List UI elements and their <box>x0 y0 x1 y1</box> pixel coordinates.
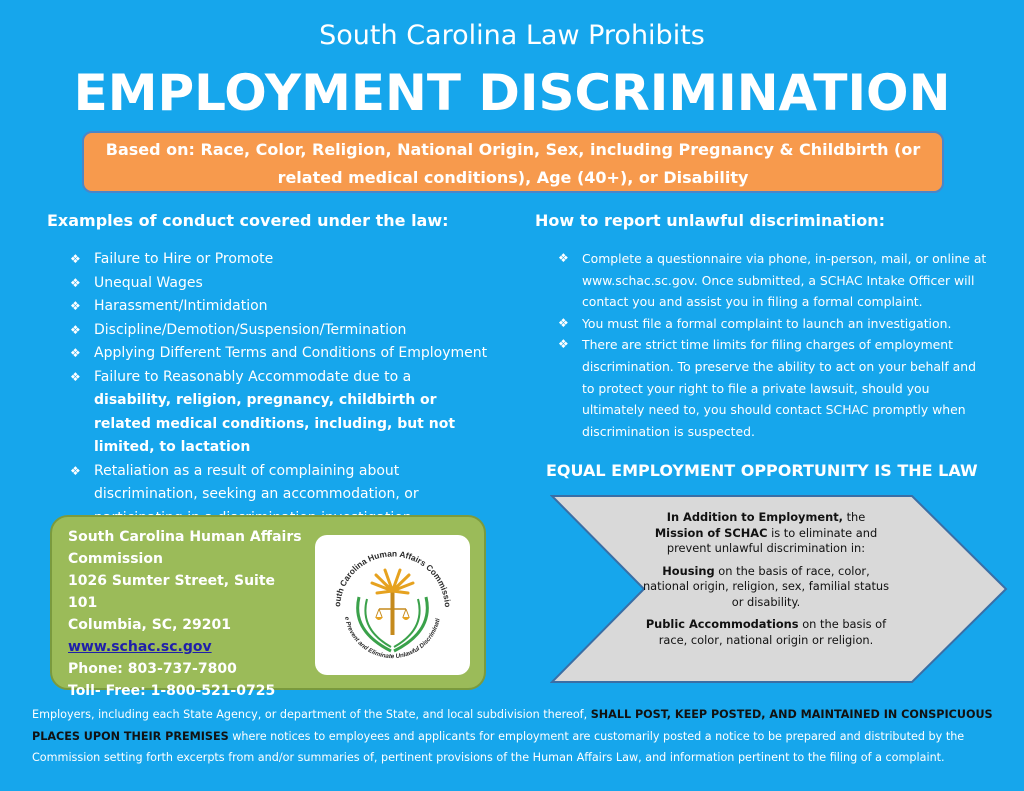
mission-text <box>642 510 890 655</box>
list-item: ❖ Retaliation as a result of complaining about discrimination, seeking an accommodation, or <box>70 460 490 531</box>
svg-text:We Prevent and Eliminate Unlaw: e Prevent and Eliminate Unlawful Discriminati <box>342 616 442 661</box>
diamond-bullet-icon: ❖ <box>70 252 81 266</box>
diamond-bullet-icon: ❖ <box>70 369 81 384</box>
mission-public-accommodations: Public Accommodations on the basis of race, color, national origin or religion. <box>645 617 887 647</box>
palmetto-seal-icon <box>315 535 470 675</box>
diamond-bullet-icon: ❖ <box>558 315 569 330</box>
protected-bases-banner: Based on: Race, Color, Religion, National Origin, Sex, including Pregnancy & Childbirth (or related medical conditions), Age (40+), or Disability <box>82 131 944 193</box>
list-item: ❖ Complete a questionnaire via phone, in-person, mail, or online at www.schac.sc.gov. Once submitted, a SCHAC Intake Officer will contact you and assist you in filing a formal complaint. <box>558 248 988 313</box>
contact-details <box>68 526 308 702</box>
diamond-bullet-icon: ❖ <box>558 251 569 265</box>
list-item: ❖ Unequal Wages <box>70 272 490 296</box>
pretitle: South Carolina Law Prohibits <box>319 20 705 51</box>
list-item: ❖ You must file a formal complaint to launch an investigation. <box>558 313 988 335</box>
phone-number: Phone: 803-737-7800 <box>68 661 237 677</box>
list-item: ❖ Failure to Reasonably Accommodate due to a disability, religion, pregnancy, childbirth or related medical conditions, including, but not limited, to lactation <box>70 366 490 460</box>
tollfree-number: Toll- Free: 1-800-521-0725 <box>68 683 276 699</box>
eeo-heading: EQUAL EMPLOYMENT OPPORTUNITY IS THE LAW <box>546 461 978 480</box>
diamond-bullet-icon: ❖ <box>558 337 569 352</box>
website-link[interactable]: www.schac.sc.gov <box>68 639 212 655</box>
mission-intro: In Addition to Employment, the Mission of SCHAC is to eliminate and prevent unlawful discrimination in: <box>654 510 878 555</box>
diamond-bullet-icon: ❖ <box>70 275 81 290</box>
report-list <box>558 248 988 442</box>
diamond-bullet-icon: ❖ <box>70 346 81 360</box>
diamond-bullet-icon: ❖ <box>70 322 81 337</box>
list-item: ❖ Harassment/Intimidation <box>70 295 490 319</box>
seal-logo <box>315 535 470 675</box>
report-heading: How to report unlawful discrimination: <box>535 211 886 230</box>
diamond-bullet-icon: ❖ <box>70 463 81 478</box>
list-item: ❖ Failure to Hire or Promote <box>70 248 490 272</box>
street-address: 1026 Sumter Street, Suite 101 <box>68 573 276 611</box>
list-item: ❖ Discipline/Demotion/Suspension/Termination <box>70 319 490 343</box>
org-name: South Carolina Human Affairs Commission <box>68 529 302 567</box>
diamond-bullet-icon: ❖ <box>70 299 81 313</box>
svg-text:South Carolina Human Affairs C: outh Carolina Human Affairs Commissio <box>332 548 454 608</box>
list-item: ❖ Applying Different Terms and Conditions of Employment <box>70 342 490 366</box>
contact-card <box>50 515 486 699</box>
posting-requirement-footer: Employers, including each State Agency, or department of the State, and local subdivision thereof, SHALL POST, KEEP POSTED, AND MAINTAINED IN CONSPICUOUS PLACES UPON THEIR PREMISES where notices to employees and applicants for employment are customarily posted a notice to be prepared and distributed by the Commission setting forth excerpts from and/or summaries of, pertinent provisions of the Human Affairs Law, and information pertinent to the filing of a complaint. <box>32 708 993 764</box>
mission-housing: Housing on the basis of race, color, national origin, religion, sex, familial status or disability. <box>642 563 890 609</box>
examples-list <box>70 248 490 530</box>
list-item: ❖ There are strict time limits for filing charges of employment discrimination. To preserve the ability to act on your behalf and to protect your right to file a private lawsuit, should you ultimately need to, you should contact SCHAC promptly when discrimination is suspected. <box>558 334 988 442</box>
examples-heading: Examples of conduct covered under the law: <box>47 211 449 230</box>
page-title: EMPLOYMENT DISCRIMINATION <box>73 64 951 122</box>
mission-arrow <box>550 494 1010 684</box>
city-address: Columbia, SC, 29201 <box>68 617 231 633</box>
